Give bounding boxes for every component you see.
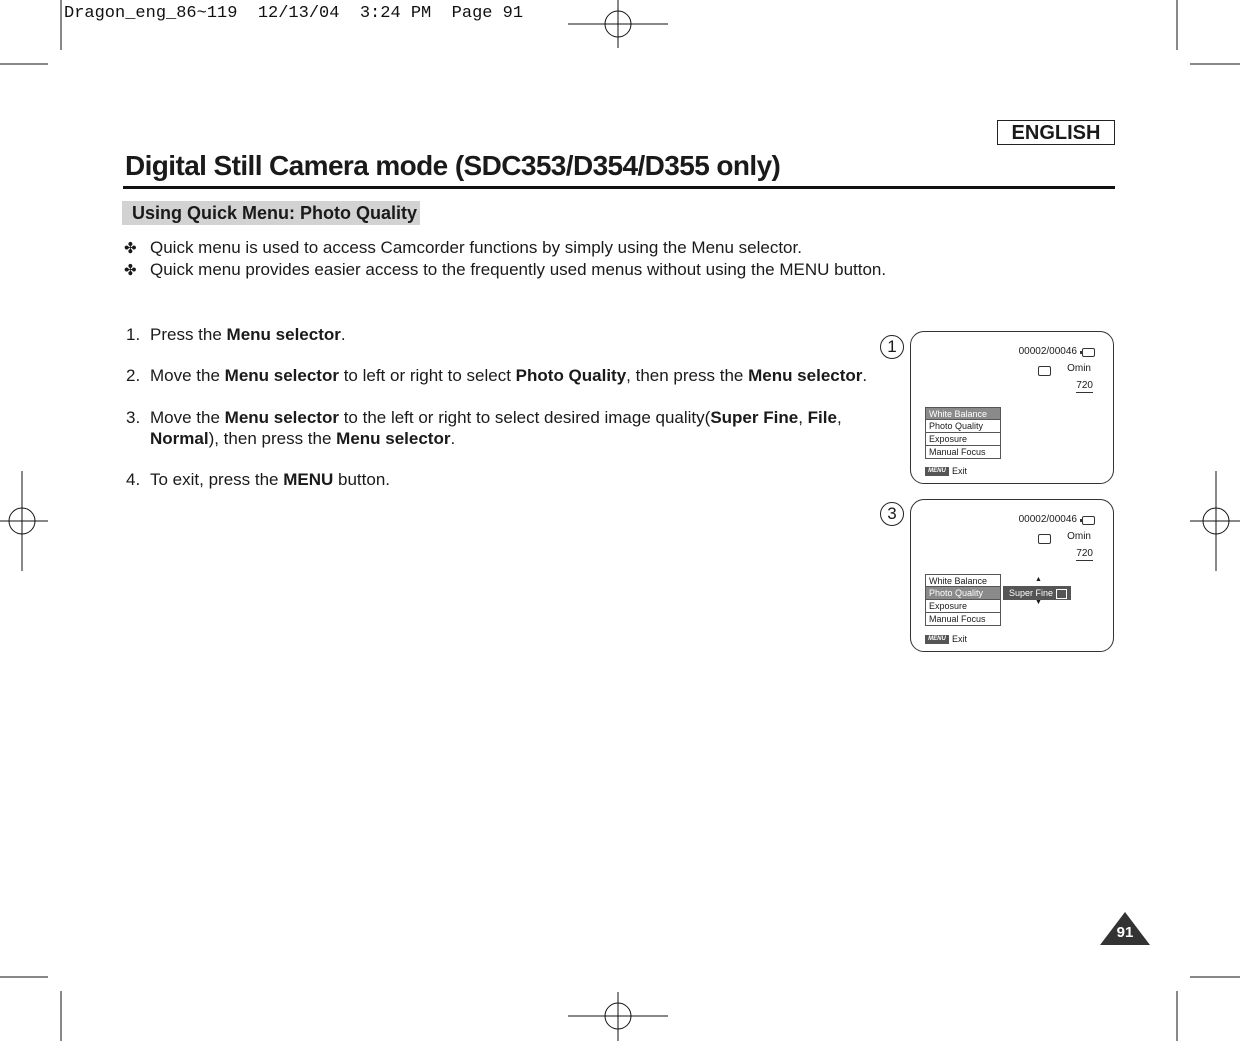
bullet-item: ✤ Quick menu is used to access Camcorder functions by simply using the Menu selector.	[124, 238, 802, 257]
title-rule	[123, 186, 1115, 189]
battery-icon	[1082, 348, 1095, 357]
page-number: 91	[1116, 924, 1134, 941]
lcd-screen-3	[910, 499, 1114, 652]
camera-icon	[1038, 534, 1051, 544]
up-arrow-icon: ▲	[1035, 576, 1042, 583]
step-marker-3: 3	[880, 502, 904, 526]
quick-menu	[925, 574, 1001, 626]
photo-counter: 00002/00046	[1018, 346, 1077, 357]
exit-label: Exit	[952, 634, 968, 644]
camera-icon	[1038, 366, 1051, 376]
photo-counter: 00002/00046	[1018, 514, 1077, 525]
exit-label: Exit	[952, 466, 968, 476]
menu-item-white-balance[interactable]: White Balance	[925, 574, 1001, 587]
quality-icon	[1056, 589, 1067, 599]
section-heading: Using Quick Menu: Photo Quality	[122, 201, 420, 225]
step-3-continued: Normal), then press the Menu selector.	[150, 429, 456, 448]
bullet-item: ✤ Quick menu provides easier access to the frequently used menus without using the MENU button.	[124, 260, 887, 279]
menu-item-exposure[interactable]: Exposure	[925, 433, 1001, 446]
printer-slug: Dragon_eng_86~119 12/13/04 3:24 PM Page 91	[64, 4, 524, 23]
menu-item-white-balance[interactable]: White Balance	[925, 407, 1001, 420]
bullet-icon: ✤	[124, 240, 137, 257]
menu-item-manual-focus[interactable]: Manual Focus	[925, 613, 1001, 626]
language-label: ENGLISH	[997, 120, 1115, 145]
step-2: 2. Move the Menu selector to left or right to select Photo Quality, then press the Menu selector.	[126, 366, 868, 385]
remaining-time: Omin	[1067, 363, 1091, 374]
quality-option[interactable]: Super Fine	[1003, 586, 1071, 600]
menu-item-photo-quality[interactable]: Photo Quality	[925, 587, 1001, 600]
quick-menu	[925, 407, 1001, 459]
menu-item-manual-focus[interactable]: Manual Focus	[925, 446, 1001, 459]
menu-item-exposure[interactable]: Exposure	[925, 600, 1001, 613]
step-3: 3. Move the Menu selector to the left or right to select desired image quality(Super Fine, File,	[126, 408, 842, 427]
lcd-screen-1	[910, 331, 1114, 484]
menu-item-photo-quality[interactable]: Photo Quality	[925, 420, 1001, 433]
step-4: 4. To exit, press the MENU button.	[126, 470, 391, 489]
down-arrow-icon: ▼	[1035, 599, 1042, 606]
resolution: 720	[1076, 380, 1093, 391]
battery-icon	[1082, 516, 1095, 525]
page-title: Digital Still Camera mode (SDC353/D354/D355 only)	[125, 150, 781, 181]
step-marker-1: 1	[880, 335, 904, 359]
step-1: 1. Press the Menu selector.	[126, 325, 346, 344]
remaining-time: Omin	[1067, 531, 1091, 542]
bullet-icon: ✤	[124, 262, 137, 279]
menu-key-icon: MENU	[925, 635, 949, 644]
menu-key-icon: MENU	[925, 467, 949, 476]
resolution: 720	[1076, 548, 1093, 559]
